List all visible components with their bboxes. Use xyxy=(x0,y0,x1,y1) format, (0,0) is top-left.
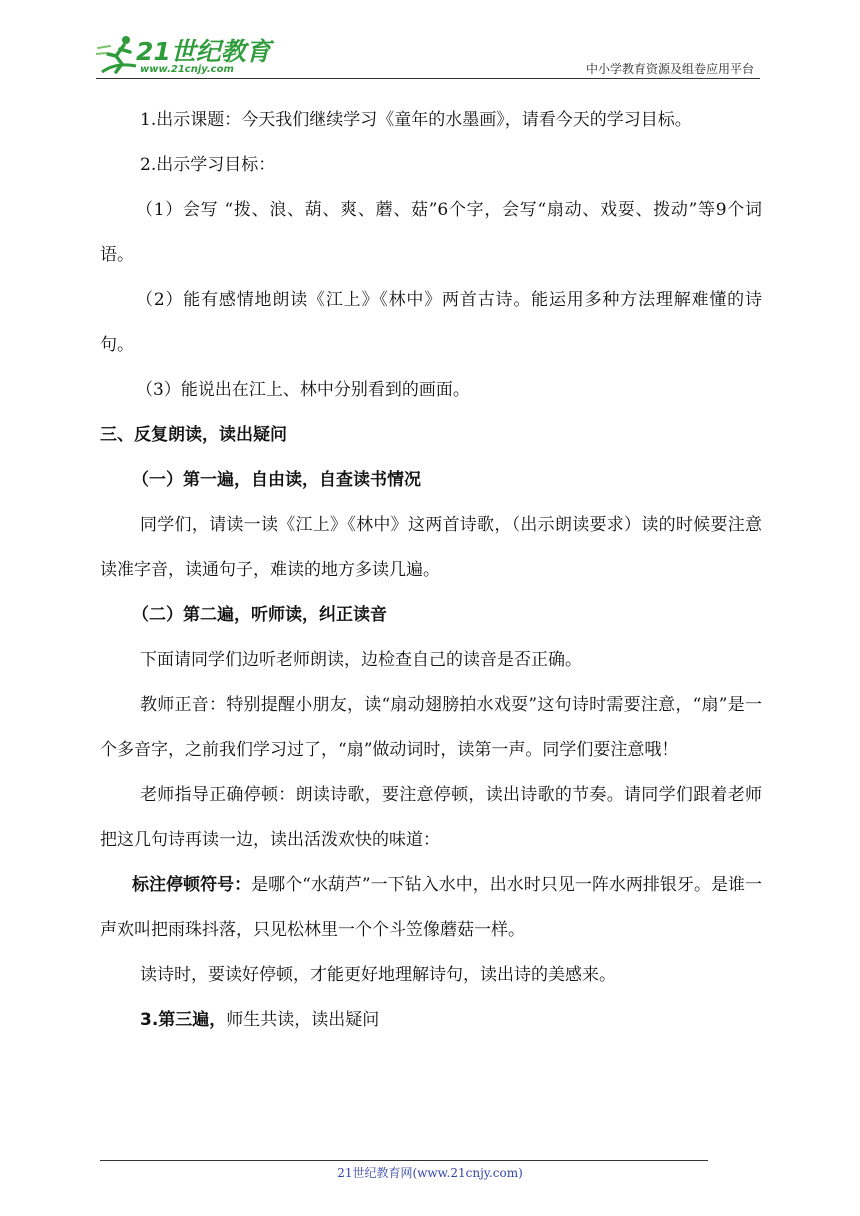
third-read-text: 师生共读，读出疑问 xyxy=(226,1010,380,1030)
paragraph-listen: 下面请同学们边听老师朗读，边检查自己的读音是否正确。 xyxy=(140,650,582,670)
document-body xyxy=(100,98,762,1043)
paragraph-pause-marks xyxy=(100,863,762,953)
header-divider xyxy=(96,78,760,79)
section-heading-3: 三、反复朗读，读出疑问 xyxy=(100,425,287,445)
subsection-heading-2: （二）第二遍，听师读，纠正读音 xyxy=(132,605,387,625)
third-read-label: 3.第三遍， xyxy=(140,1010,227,1030)
goal-3: （3）能说出在江上、林中分别看到的画面。 xyxy=(136,380,470,400)
footer-divider xyxy=(100,1160,708,1161)
paragraph-pronunciation: 教师正音：特别提醒小朋友，读“扇动翅膀拍水戏耍”这句诗时需要注意，“扇”是一个多音字，之前我们学习过了，“扇”做动词时，读第一声。同学们要注意哦！ xyxy=(100,695,762,760)
paragraph-pause-guide: 老师指导正确停顿：朗读诗歌，要注意停顿，读出诗歌的节奏。请同学们跟着老师把这几句诗再读一边，读出活泼欢快的味道： xyxy=(100,785,762,850)
paragraph-reading-tip: 读诗时，要读好停顿，才能更好地理解诗句，读出诗的美感来。 xyxy=(140,965,616,985)
runner-logo-icon xyxy=(96,32,140,78)
paragraph-free-read: 同学们，请读一读《江上》《林中》这两首诗歌，（出示朗读要求）读的时候要注意读准字音，读通句子，难读的地方多读几遍。 xyxy=(100,515,762,580)
logo-text: 21世纪教育 xyxy=(136,37,271,66)
platform-name: 中小学教育资源及组卷应用平台 xyxy=(585,62,754,76)
page-header xyxy=(96,30,760,80)
subsection-heading-1: （一）第一遍，自由读，自查读书情况 xyxy=(132,470,421,490)
paragraph-goals-heading: 2.出示学习目标： xyxy=(140,155,276,175)
paragraph-topic: 1.出示课题：今天我们继续学习《童年的水墨画》，请看今天的学习目标。 xyxy=(140,110,692,130)
logo-url: www.21cnjy.com xyxy=(140,64,234,75)
goal-2: （2）能有感情地朗读《江上》《林中》两首古诗。能运用多种方法理解难懂的诗句。 xyxy=(100,290,762,355)
site-logo xyxy=(96,30,271,78)
pause-marks-text: 是哪个“水葫芦”一下钻入水中，出水时只见一阵水两排银牙。是谁一声欢叫把雨珠抖落，只见松林里一个个斗笠像蘑菇一样。 xyxy=(100,875,762,940)
pause-marks-label: 标注停顿符号： xyxy=(132,875,252,895)
paragraph-third-read xyxy=(100,998,762,1043)
footer-text: 21世纪教育网(www.21cnjy.com) xyxy=(337,1166,523,1180)
goal-1: （1）会写 “拨、浪、葫、爽、蘑、菇”6个字，会写“扇动、戏耍、拨动”等9个词语。 xyxy=(100,200,762,265)
